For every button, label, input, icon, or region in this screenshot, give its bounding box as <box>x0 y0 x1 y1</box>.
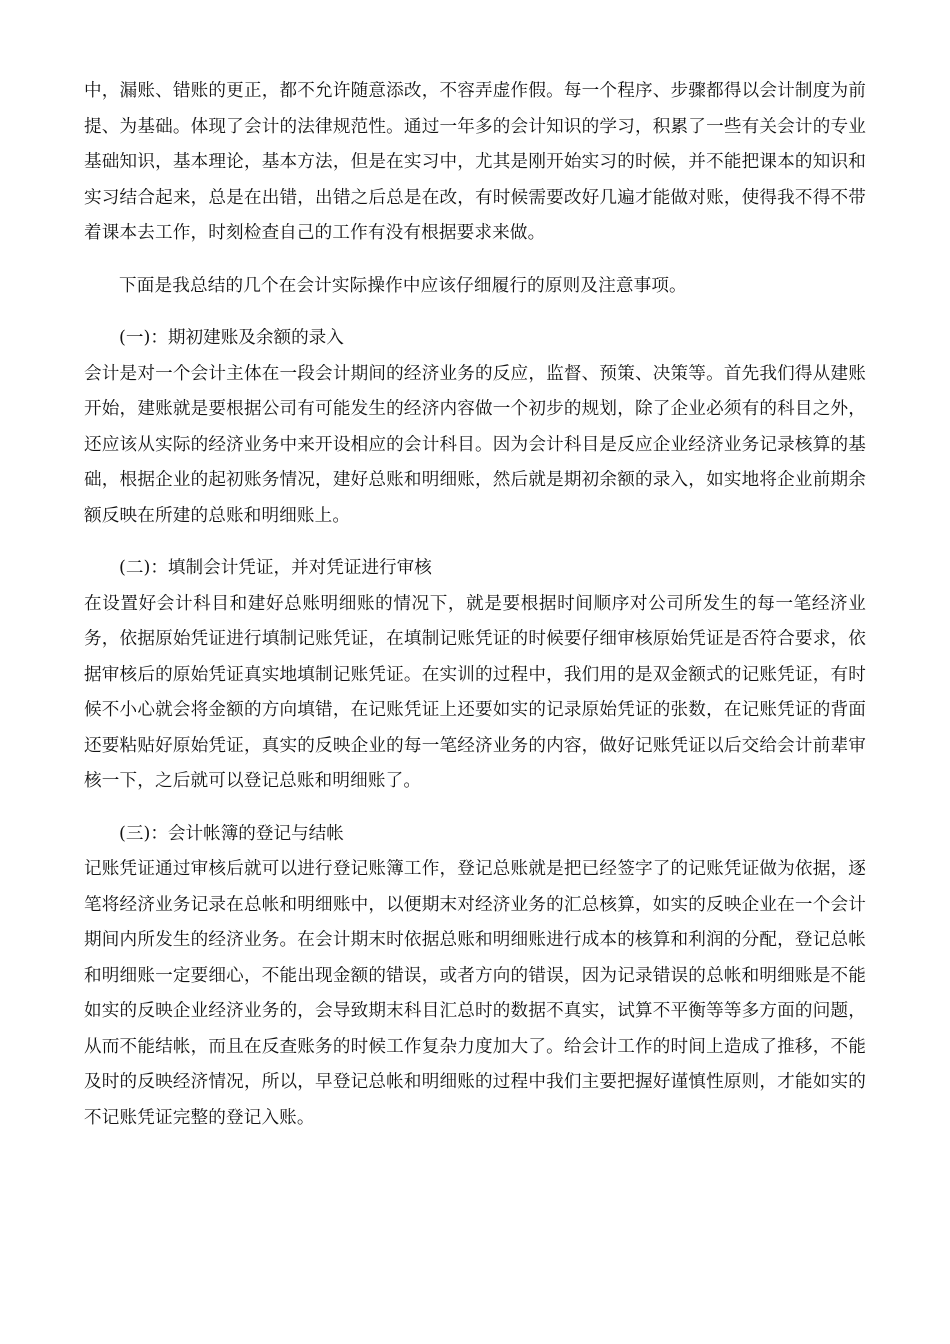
intro-paragraph: 中，漏账、错账的更正，都不允许随意添改，不容弄虚作假。每一个程序、步骤都得以会计制度为前提、为基础。体现了会计的法律规范性。通过一年多的会计知识的学习，积累了一些有关会计的专业基础知识，基本理论，基本方法，但是在实习中，尤其是刚开始实习的时候，并不能把课本的知识和实习结合起来，总是在出错，出错之后总是在改，有时候需要改好几遍才能做对账，使得我不得不带着课本去工作，时刻检查自己的工作有没有根据要求来做。 <box>84 81 866 243</box>
summary-paragraph: 下面是我总结的几个在会计实际操作中应该仔细履行的原则及注意事项。 <box>119 275 687 296</box>
section-3-body: 记账凭证通过审核后就可以进行登记账簿工作，登记总账就是把已经签字了的记账凭证做为依据，逐笔将经济业务记录在总帐和明细账中，以便期末对经济业务的汇总核算，如实的反映企业在一个会计期间内所发生的经济业务。在会计期末时依据总账和明细账进行成本的核算和利润的分配，登记总帐和明细账一定要细心，不能出现金额的错误，或者方向的错误，因为记录错误的总帐和明细账是不能如实的反映企业经济业务的，会导致期末科目汇总时的数据不真实，试算不平衡等等多方面的问题，从而不能结帐，而且在反查账务的时候工作复杂力度加大了。给会计工作的时间上造成了推移，不能及时的反映经济情况，所以，早登记总帐和明细账的过程中我们主要把握好谨慎性原则，才能如实的不记账凭证完整的登记入账。 <box>84 859 866 1128</box>
section-2-body: 在设置好会计科目和建好总账明细账的情况下，就是要根据时间顺序对公司所发生的每一笔经济业务，依据原始凭证进行填制记账凭证，在填制记账凭证的时候要仔细审核原始凭证是否符合要求，依据审核后的原始凭证真实地填制记账凭证。在实训的过程中，我们用的是双金额式的记账凭证，有时候不小心就会将金额的方向填错，在记账凭证上还要如实的记录原始凭证的张数，在记账凭证的背面还要粘贴好原始凭证，真实的反映企业的每一笔经济业务的内容，做好记账凭证以后交给会计前辈审核一下，之后就可以登记总账和明细账了。 <box>84 593 866 791</box>
section-3-heading: (三)：会计帐簿的登记与结帐 <box>119 823 344 844</box>
section-2-heading: (二)：填制会计凭证，并对凭证进行审核 <box>119 558 432 578</box>
section-1-heading: (一)：期初建账及余额的录入 <box>119 328 344 348</box>
document-page <box>84 74 866 1136</box>
section-1-body: 会计是对一个会计主体在一段会计期间的经济业务的反应，监督、预策、决策等。首先我们得从建账开始，建账就是要根据公司有可能发生的经济内容做一个初步的规划，除了企业必须有的科目之外，还应该从实际的经济业务中来开设相应的会计科目。因为会计科目是反应企业经济业务记录核算的基础，根据企业的起初账务情况，建好总账和明细账，然后就是期初余额的录入，如实地将企业前期余额反映在所建的总账和明细账上。 <box>84 363 866 526</box>
